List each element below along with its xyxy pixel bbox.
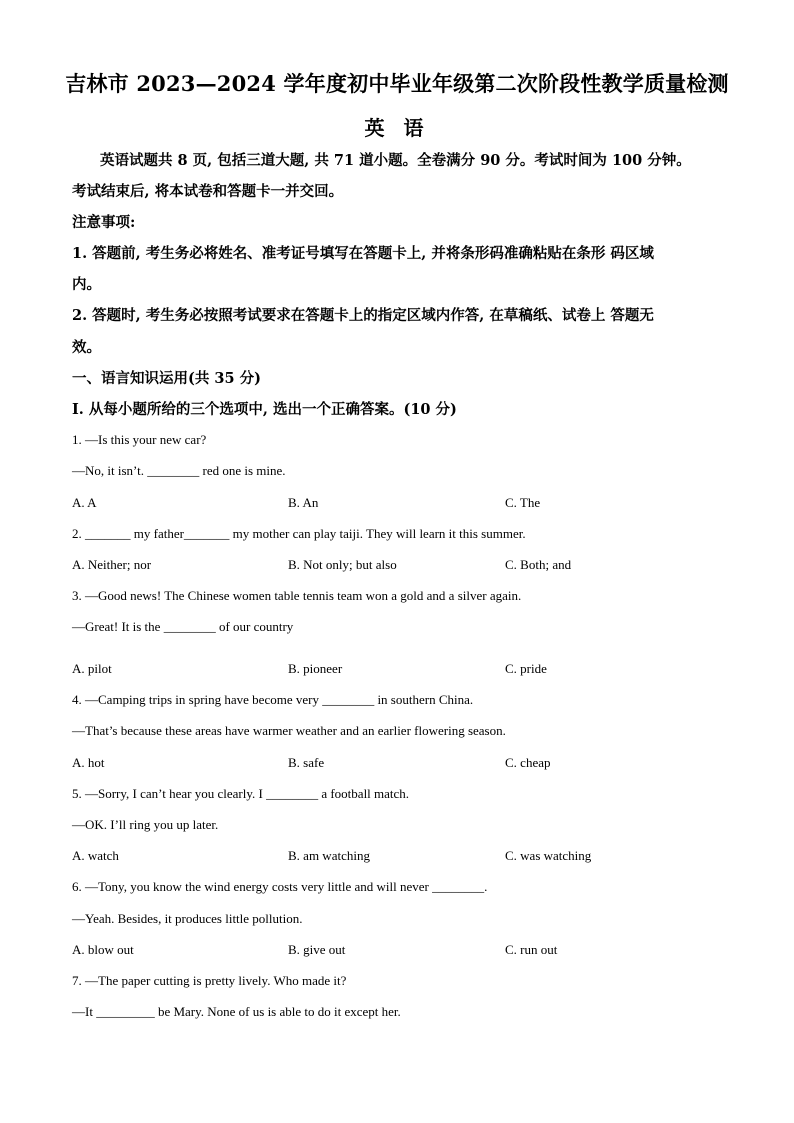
- question-4-stem: 4. —Camping trips in spring have become very ________ in southern China.: [72, 692, 474, 707]
- part-1-heading: I. 从每小题所给的三个选项中, 选出一个正确答案。(10 分): [72, 401, 457, 418]
- section-1-heading: 一、语言知识运用(共 35 分): [72, 370, 261, 387]
- question-7-stem: 7. —The paper cutting is pretty lively. Who made it?: [72, 973, 347, 988]
- question-6-reply: —Yeah. Besides, it produces little pollution.: [72, 911, 303, 926]
- question-2-stem: 2. _______ my father_______ my mother can play taiji. They will learn it this summer.: [72, 526, 526, 541]
- question-6-stem: 6. —Tony, you know the wind energy costs very little and will never ________.: [72, 879, 488, 894]
- note-2-line-1: 2. 答题时, 考生务必按照考试要求在答题卡上的指定区域内作答, 在草稿纸、试卷上 答题无: [72, 307, 654, 324]
- q1-option-c: C. The: [505, 495, 541, 510]
- q6-option-c: C. run out: [505, 942, 558, 957]
- q2-option-b: B. Not only; but also: [288, 557, 397, 572]
- q3-option-b: B. pioneer: [288, 661, 343, 676]
- subject-title: 英 语: [364, 116, 430, 140]
- intro-line-1: 英语试题共 8 页, 包括三道大题, 共 71 道小题。全卷满分 90 分。考试时间为 100 分钟。: [100, 152, 691, 169]
- q6-option-b: B. give out: [288, 942, 346, 957]
- question-3-stem: 3. —Good news! The Chinese women table tennis team won a gold and a silver again.: [72, 588, 522, 603]
- q4-option-a: A. hot: [72, 755, 105, 770]
- exam-title: 吉林市 2023—2024 学年度初中毕业年级第二次阶段性教学质量检测: [65, 71, 729, 96]
- q4-option-c: C. cheap: [505, 755, 551, 770]
- q3-option-c: C. pride: [505, 661, 547, 676]
- q3-option-a: A. pilot: [72, 661, 112, 676]
- note-1-line-1: 1. 答题前, 考生务必将姓名、准考证号填写在答题卡上, 并将条形码准确粘贴在条形 码区域: [72, 245, 654, 262]
- q1-option-a: A. A: [72, 495, 97, 510]
- q5-option-c: C. was watching: [505, 848, 592, 863]
- q5-option-b: B. am watching: [288, 848, 370, 863]
- intro-line-2: 考试结束后, 将本试卷和答题卡一并交回。: [72, 183, 344, 200]
- question-5-reply: —OK. I’ll ring you up later.: [72, 817, 219, 832]
- question-1-stem: 1. —Is this your new car?: [72, 432, 207, 447]
- q6-option-a: A. blow out: [72, 942, 134, 957]
- q4-option-b: B. safe: [288, 755, 325, 770]
- question-4-reply: —That’s because these areas have warmer weather and an earlier flowering season.: [72, 723, 506, 738]
- q1-option-b: B. An: [288, 495, 319, 510]
- question-7-reply: —It _________ be Mary. None of us is able to do it except her.: [72, 1004, 401, 1019]
- note-2-line-2: 效。: [72, 339, 101, 356]
- q2-option-a: A. Neither; nor: [72, 557, 152, 572]
- note-1-line-2: 内。: [72, 276, 101, 293]
- question-3-reply: —Great! It is the ________ of our country: [72, 619, 294, 634]
- question-1-reply: —No, it isn’t. ________ red one is mine.: [72, 463, 286, 478]
- question-5-stem: 5. —Sorry, I can’t hear you clearly. I ________ a football match.: [72, 786, 410, 801]
- q2-option-c: C. Both; and: [505, 557, 572, 572]
- notes-heading: 注意事项:: [72, 214, 136, 231]
- q5-option-a: A. watch: [72, 848, 119, 863]
